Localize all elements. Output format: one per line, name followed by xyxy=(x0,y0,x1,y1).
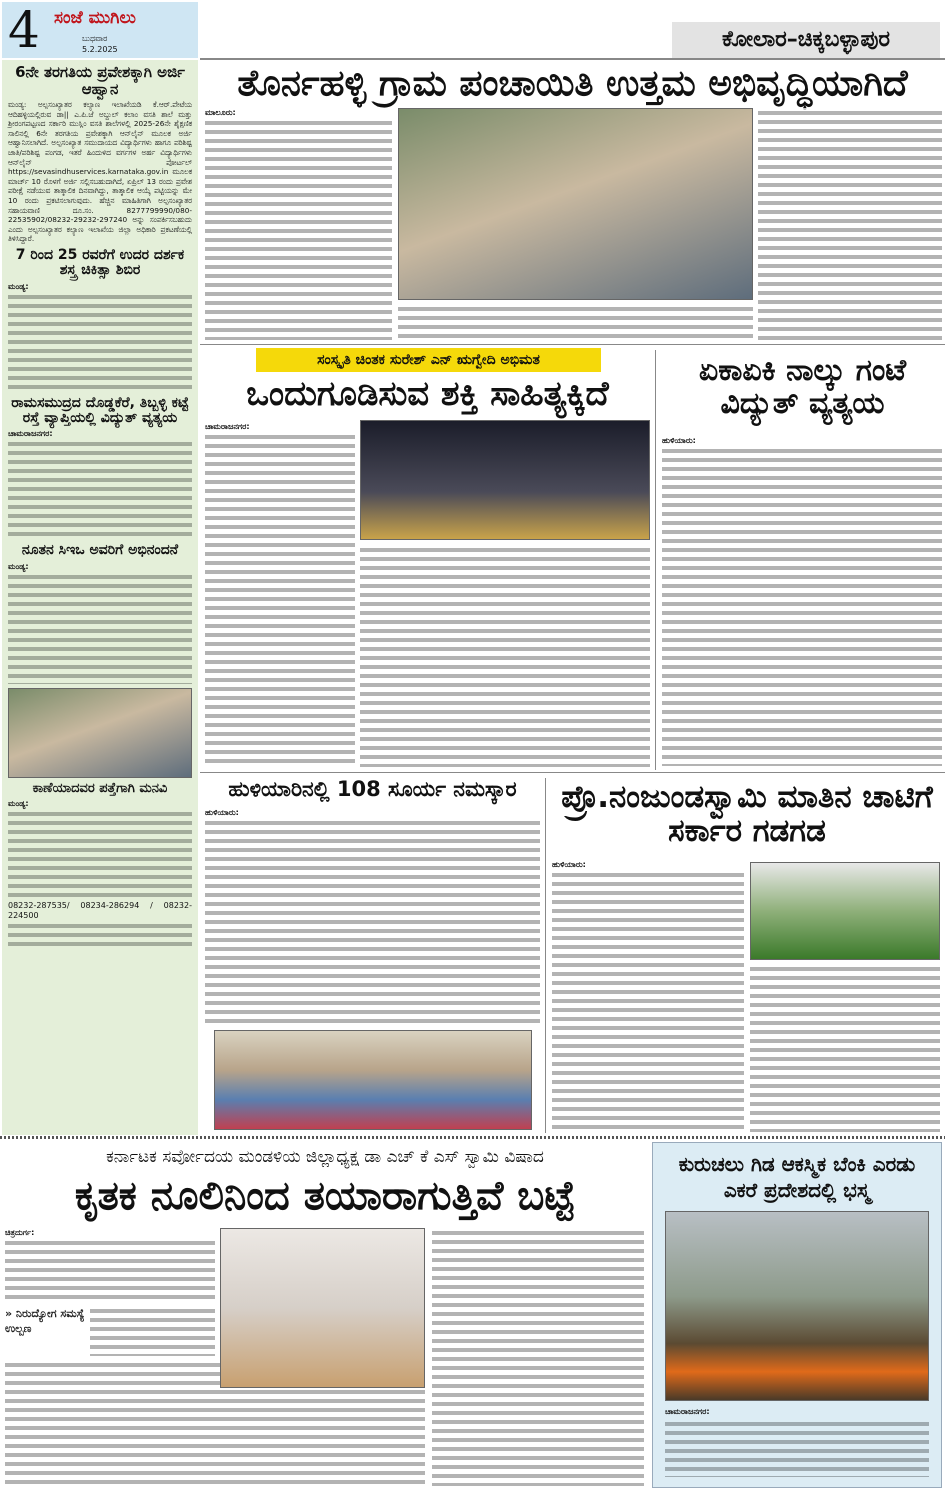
article-text xyxy=(8,292,192,392)
issue-day: ಬುಧವಾರ xyxy=(82,34,108,43)
issue-date: 5.2.2025 xyxy=(82,45,118,54)
article-text xyxy=(5,1238,215,1304)
kicker: ಕರ್ನಾಟಕ ಸರ್ವೋದಯ ಮಂಡಳಿಯ ಜಿಲ್ಲಾಧ್ಯಕ್ಷ ಡಾ ಎಚ್ ಕೆ ಎಸ್ ಸ್ವಾಮಿ ವಿಷಾದ xyxy=(106,1147,544,1167)
dateline: ಚಾಮರಾಜನಗರ: xyxy=(205,422,250,431)
article-text xyxy=(360,545,650,767)
dateline: ಚಾಮರಾಜನಗರ: xyxy=(8,429,53,439)
headline: ಕುರುಚಲು ಗಿಡ ಆಕಸ್ಮಿಕ ಬೆಂಕಿ ಎರಡು ಎಕರೆ ಪ್ರದೇಶದಲ್ಲಿ ಭಸ್ಮ xyxy=(678,1152,916,1202)
headline: 7 ರಿಂದ 25 ರವರೆಗೆ ಉದರ ದರ್ಶಕ ಶಸ್ತ್ರ ಚಿಕಿತ್ಸಾ ಶಿಬಿರ xyxy=(15,246,185,279)
dateline: ಚಾಮರಾಜನಗರ: xyxy=(665,1407,710,1416)
article-text xyxy=(205,118,392,340)
headline: ಏಕಾಏಕಿ ನಾಲ್ಕು ಗಂಟೆ ವಿದ್ಯುತ್ ವ್ಯತ್ಯಯ xyxy=(698,353,907,421)
divider xyxy=(545,778,546,1133)
photo xyxy=(360,420,650,540)
divider xyxy=(200,344,945,345)
article-text xyxy=(8,809,192,901)
dateline: ಮಂಡ್ಯ: xyxy=(8,281,29,291)
photo xyxy=(398,108,753,300)
headline: ಒಂದುಗೂಡಿಸುವ ಶಕ್ತಿ ಸಾಹಿತ್ಯಕ್ಕಿದೆ xyxy=(246,374,609,414)
headline: ರಾಮಸಮುದ್ರದ ದೊಡ್ಡಕೆರೆ, ತಿಬ್ಬಳ್ಳಿ ಕಟ್ಟೆ ರಸ್ತೆ ವ್ಯಾಪ್ತಿಯಲ್ಲಿ ವಿದ್ಯುತ್ ವ್ಯತ್ಯಯ xyxy=(11,394,189,427)
left-column xyxy=(2,60,198,1135)
subhead: » ನಿರುದ್ಯೋಗ ಸಮಸ್ಯೆ ಉಲ್ಬಣ xyxy=(5,1307,85,1335)
article-text xyxy=(665,1419,929,1477)
article-text xyxy=(552,870,744,1132)
fire-story-box xyxy=(652,1142,942,1488)
photo xyxy=(8,688,192,778)
article-body: ಮಂಡ್ಯ: ಅಲ್ಪಸಂಖ್ಯಾತರ ಕಲ್ಯಾಣ ಇಲಾಖೆಯಡಿ ಕೆ.ಆರ್.ಪೇಟೆಯ ಆದಿಹಳ್ಳಿಯಲ್ಲಿರುವ ಡಾ|| ಎ.ಪಿ.ಜೆ ಅಬ್ದುಲ್ ಕಲಾಂ ವಸತಿ ಶಾಲೆ ಮತ್ತು ಶ್ರೀರಂಗಪಟ್ಟಣದ ಸರ್ಕಾರಿ ಮುಸ್ಲಿಂ ವಸತಿ ಶಾಲೆಗಳಲ್ಲಿ 2025-26ನೇ ಶೈಕ್ಷಣಿಕ ಸಾಲಿನಲ್ಲಿ 6ನೇ ತರಗತಿಯ ಪ್ರವೇಶಕ್ಕಾಗಿ ಆನ್‌ಲೈನ್ ಮೂಲಕ ಅರ್ಜಿ ಆಹ್ವಾನಿಸಲಾಗಿದೆ. ಅಲ್ಪಸಂಖ್ಯಾತ ಸಮುದಾಯದ ವಿದ್ಯಾರ್ಥಿಗಳು ಹಾಗೂ ಪರಿಶಿಷ್ಟ ಜಾತಿ/ಪರಿಶಿಷ್ಟ ಪಂಗಡ, ಇತರೆ ಹಿಂದುಳಿದ ವರ್ಗಗಳ ಅರ್ಹ ವಿದ್ಯಾರ್ಥಿಗಳು ಆನ್‌ಲೈನ್ ಪೋರ್ಟಲ್ https://sevasindhuservices.karnataka.gov.in ಮೂಲಕ ಮಾರ್ಚ್ 10 ರೊಳಗೆ ಅರ್ಜಿ ಸಲ್ಲಿಸಬಹುದಾಗಿದೆ, ಏಪ್ರಿಲ್ 13 ರಂದು ಪ್ರವೇಶ ಪರೀಕ್ಷೆ ನಡೆಯುವ ತಾತ್ಕಾಲಿಕ ದಿನವಾಗಿದ್ದು, ತಾತ್ಕಾಲಿಕ ಆಯ್ಕೆ ಪಟ್ಟಿಯನ್ನು ಮೇ 10 ರಂದು ಪ್ರಕಟಿಸಲಾಗುವುದು. ಹೆಚ್ಚಿನ ಮಾಹಿತಿಗಾಗಿ ಅಲ್ಪಸಂಖ್ಯಾತರ ಸಹಾಯವಾಣಿ ದೂ.ಸಂ. 8277799990/080-22535902/08232-29232-297240 ಅನ್ನು ಸಂಪರ್ಕಿಸಬಹುದು ಎಂದು ಅಲ್ಪಸಂಖ್ಯಾತರ ಕಲ್ಯಾಣ ಇಲಾಖೆಯ ಜಿಲ್ಲಾ ಅಧಿಕಾರಿ ಪ್ರಕಟಣೆಯಲ್ಲಿ ತಿಳಿಸಿದ್ದಾರೆ. xyxy=(8,100,192,244)
dateline: ಹುಳಿಯಾರು: xyxy=(552,860,586,869)
dateline: ಹುಳಿಯಾರು: xyxy=(662,436,696,445)
article-text xyxy=(90,1306,215,1356)
dateline: ಮಂಡ್ಯ: xyxy=(8,799,29,809)
headline: ಹುಳಿಯಾರಿನಲ್ಲಿ 108 ಸೂರ್ಯ ನಮಸ್ಕಾರ xyxy=(228,777,517,801)
phone-numbers: 08232-287535/ 08234-286294 / 08232-224500 xyxy=(8,901,192,921)
article-text xyxy=(8,921,192,951)
divider xyxy=(200,58,945,60)
masthead xyxy=(2,2,198,58)
article-text xyxy=(8,572,192,684)
kicker: ಸಂಸ್ಕೃತಿ ಚಿಂತಕ ಸುರೇಶ್ ಎನ್ ಋಗ್ವೇದಿ ಅಭಿಮತ xyxy=(256,348,601,372)
divider xyxy=(0,1136,945,1139)
headline: ಕಾಣೆಯಾದವರ ಪತ್ತೆಗಾಗಿ ಮನವಿ xyxy=(32,780,168,796)
headline: ನೂತನ ಸಿಇಒ ಅವರಿಗೆ ಅಭಿನಂದನೆ xyxy=(21,542,179,559)
divider xyxy=(655,350,656,770)
article-text xyxy=(750,964,940,1132)
dateline: ಹುಳಿಯಾರು: xyxy=(205,808,239,817)
dateline: ಮಂಡ್ಯ: xyxy=(8,561,29,571)
article-text xyxy=(205,818,540,1026)
section-label: ಕೋಲಾರ–ಚಿಕ್ಕಬಳ್ಳಾಪುರ xyxy=(672,22,940,58)
headline: ಕೃತಕ ನೂಲಿನಿಂದ ತಯಾರಾಗುತ್ತಿವೆ ಬಟ್ಟೆ xyxy=(74,1173,576,1219)
photo xyxy=(214,1030,532,1130)
article-text xyxy=(432,1228,644,1486)
photo xyxy=(220,1228,425,1388)
dateline: ಚಿತ್ರದುರ್ಗ: xyxy=(5,1228,35,1237)
photo xyxy=(665,1211,929,1401)
photo xyxy=(750,862,940,960)
article-text xyxy=(758,108,942,340)
article-text xyxy=(8,439,192,539)
main-headline: ತೊರ್ನಹಳ್ಳಿ ಗ್ರಾಮ ಪಂಚಾಯಿತಿ ಉತ್ತಮ ಅಭಿವೃದ್ಧಿಯಾಗಿದೆ xyxy=(237,63,908,104)
article-text xyxy=(205,432,355,767)
dateline: ಮಾಲೂರು: xyxy=(205,108,236,117)
article-text xyxy=(662,446,942,766)
page-number: 4 xyxy=(8,1,40,59)
headline: ಪ್ರೊ.ನಂಜುಂಡಸ್ವಾಮಿ ಮಾತಿನ ಚಾಟಿಗೆ ಸರ್ಕಾರ ಗಡಗಡ xyxy=(561,779,933,850)
divider xyxy=(200,772,945,773)
article-text xyxy=(398,304,753,340)
paper-logo: ಸಂಜೆ ಮುಗಿಲು xyxy=(54,8,136,28)
headline: 6ನೇ ತರಗತಿಯ ಪ್ರವೇಶಕ್ಕಾಗಿ ಅರ್ಜಿ ಆಹ್ವಾನ xyxy=(15,63,185,98)
